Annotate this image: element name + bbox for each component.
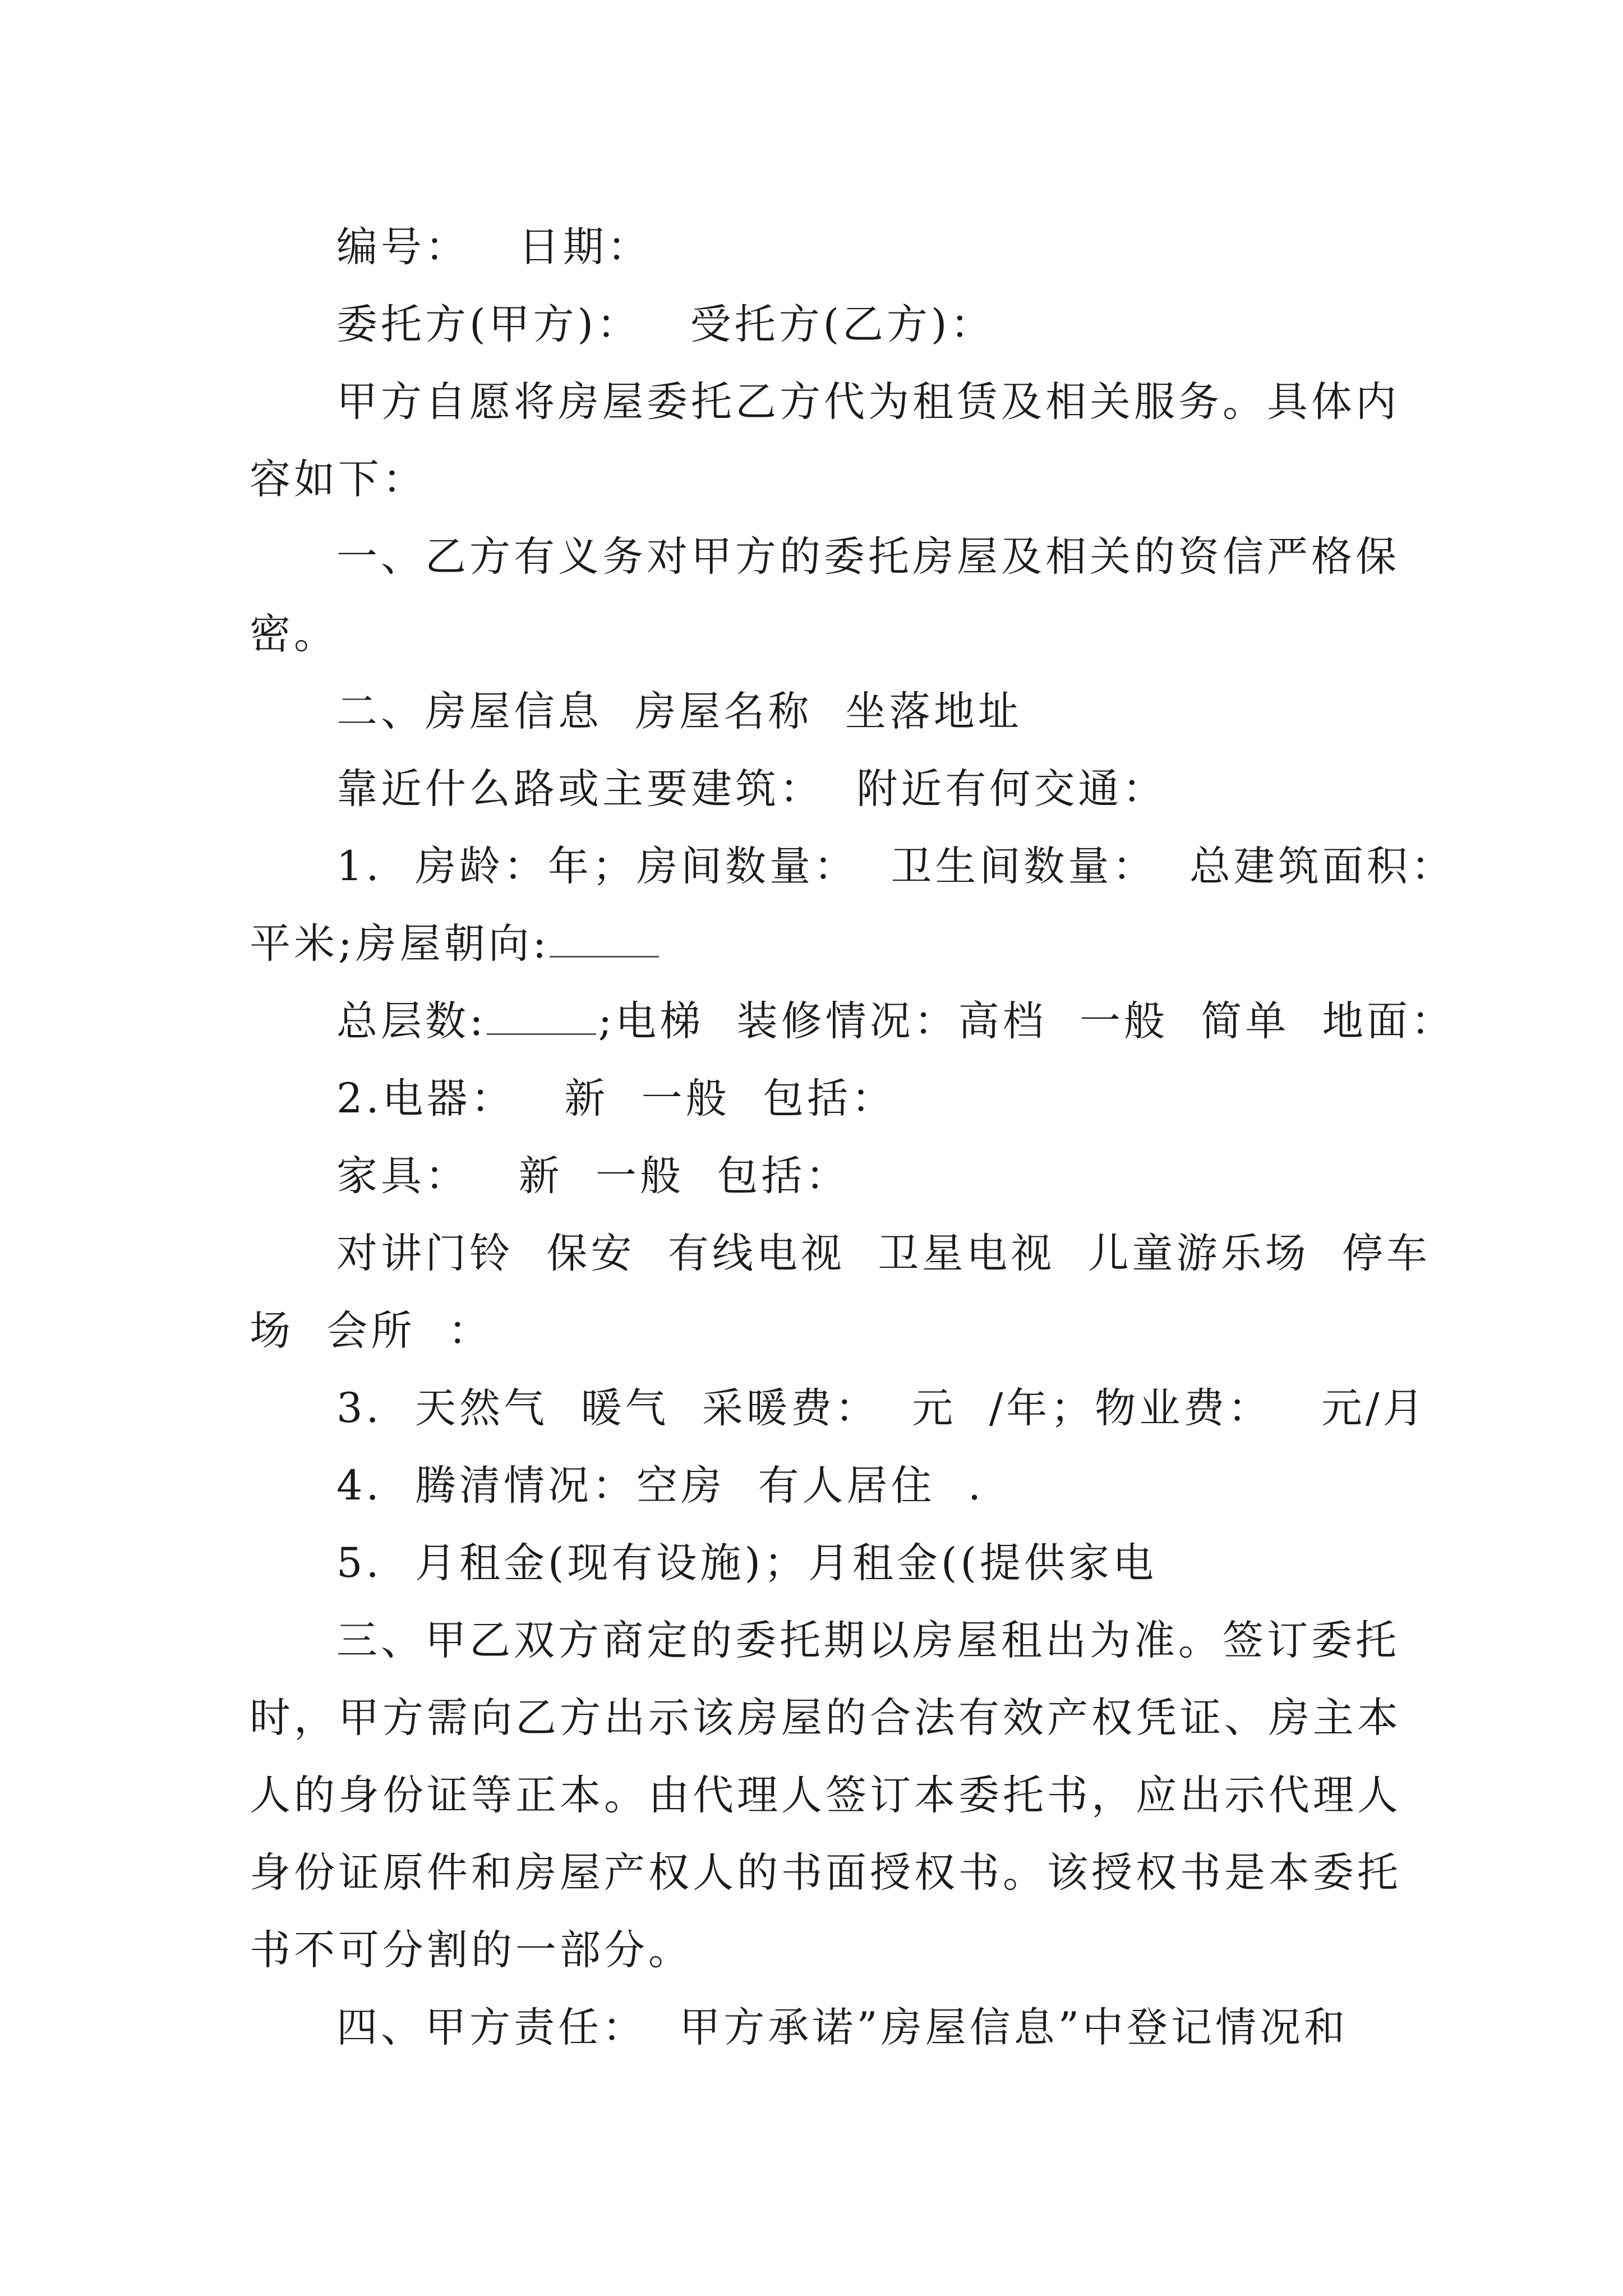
line-text: 人的身份证等正本。由代理人签订本委托书，应出示代理人 xyxy=(250,1772,1401,1819)
line-text: 容如下： xyxy=(250,455,427,503)
appliances-line xyxy=(250,1060,1399,1138)
document-body xyxy=(250,209,1455,2067)
line-text: 时，甲方需向乙方出示该房屋的合法有效产权凭证、房主本 xyxy=(250,1694,1401,1742)
line-text: 二、房屋信息 房屋名称 坐落地址 xyxy=(336,688,1022,735)
clause-3-line-5 xyxy=(250,1912,1399,1989)
location-line xyxy=(250,751,1399,828)
line-text: 密。 xyxy=(250,610,338,658)
clause-3-line-4 xyxy=(250,1834,1399,1912)
facilities-line-2 xyxy=(250,1292,1399,1370)
item-1-line-1 xyxy=(250,828,1455,905)
facilities-line-1 xyxy=(250,1215,1431,1292)
furniture-line xyxy=(250,1138,1399,1215)
line-text: 一、乙方有义务对甲方的委托房屋及相关的资信严格保 xyxy=(336,533,1400,581)
clause-1-line-1 xyxy=(250,518,1399,596)
clause-4-line-1 xyxy=(250,1989,1399,2067)
line-text: 3. 天然气 暖气 采暖费： 元 /年；物业费： 元/月 xyxy=(336,1384,1427,1432)
item-1-line-2 xyxy=(250,905,1399,983)
intro-paragraph-line-1 xyxy=(250,364,1399,441)
line-text: 三、甲乙双方商定的委托期以房屋租出为准。签订委托 xyxy=(336,1617,1400,1664)
line-text: 总层数: xyxy=(336,997,487,1045)
number-date-line xyxy=(250,209,1399,286)
line-text: 书不可分割的一部分。 xyxy=(250,1926,693,1974)
line-text: 对讲门铃 保安 有线电视 卫星电视 儿童游乐场 停车 xyxy=(336,1230,1431,1277)
line-text: 5. 月租金(现有设施)；月租金((提供家电 xyxy=(336,1539,1157,1587)
line-text: 编号： 日期： xyxy=(336,223,652,271)
line-text: 甲方自愿将房屋委托乙方代为租赁及相关服务。具体内 xyxy=(336,378,1400,426)
line-text: 场 会所 ： xyxy=(250,1307,492,1355)
line-text: 身份证原件和房屋产权人的书面授权书。该授权书是本委托 xyxy=(250,1849,1401,1897)
intro-paragraph-line-2 xyxy=(250,441,1399,518)
line-text: 家具： 新 一般 包括： xyxy=(336,1152,850,1200)
line-text: 靠近什么路或主要建筑： 附近有何交通： xyxy=(336,765,1167,813)
item-5-line xyxy=(250,1525,1399,1602)
orientation-blank xyxy=(550,954,659,958)
clause-3-line-1 xyxy=(250,1602,1399,1680)
line-text: 4. 腾清情况：空房 有人居住 . xyxy=(336,1462,985,1510)
clause-3-line-2 xyxy=(250,1680,1399,1757)
line-text: ;电梯 装修情况：高档 一般 简单 地面： xyxy=(598,997,1455,1045)
line-text: 1. 房龄：年；房间数量： 卫生间数量： 总建筑面积： xyxy=(336,843,1455,890)
floors-line xyxy=(250,983,1455,1060)
parties-line xyxy=(250,286,1399,364)
clause-2-heading xyxy=(250,673,1399,751)
line-text: 2.电器： 新 一般 包括： xyxy=(336,1075,896,1122)
item-4-line xyxy=(250,1447,1399,1525)
clause-1-line-2 xyxy=(250,596,1399,673)
line-text: 四、甲方责任： 甲方承诺”房屋信息”中登记情况和 xyxy=(336,2004,1349,2051)
line-text: 平米;房屋朝向: xyxy=(250,920,550,968)
item-3-line xyxy=(250,1370,1427,1447)
line-text: 委托方(甲方)： 受托方(乙方)： xyxy=(336,301,995,348)
floors-blank xyxy=(487,1031,596,1035)
clause-3-line-3 xyxy=(250,1757,1399,1834)
